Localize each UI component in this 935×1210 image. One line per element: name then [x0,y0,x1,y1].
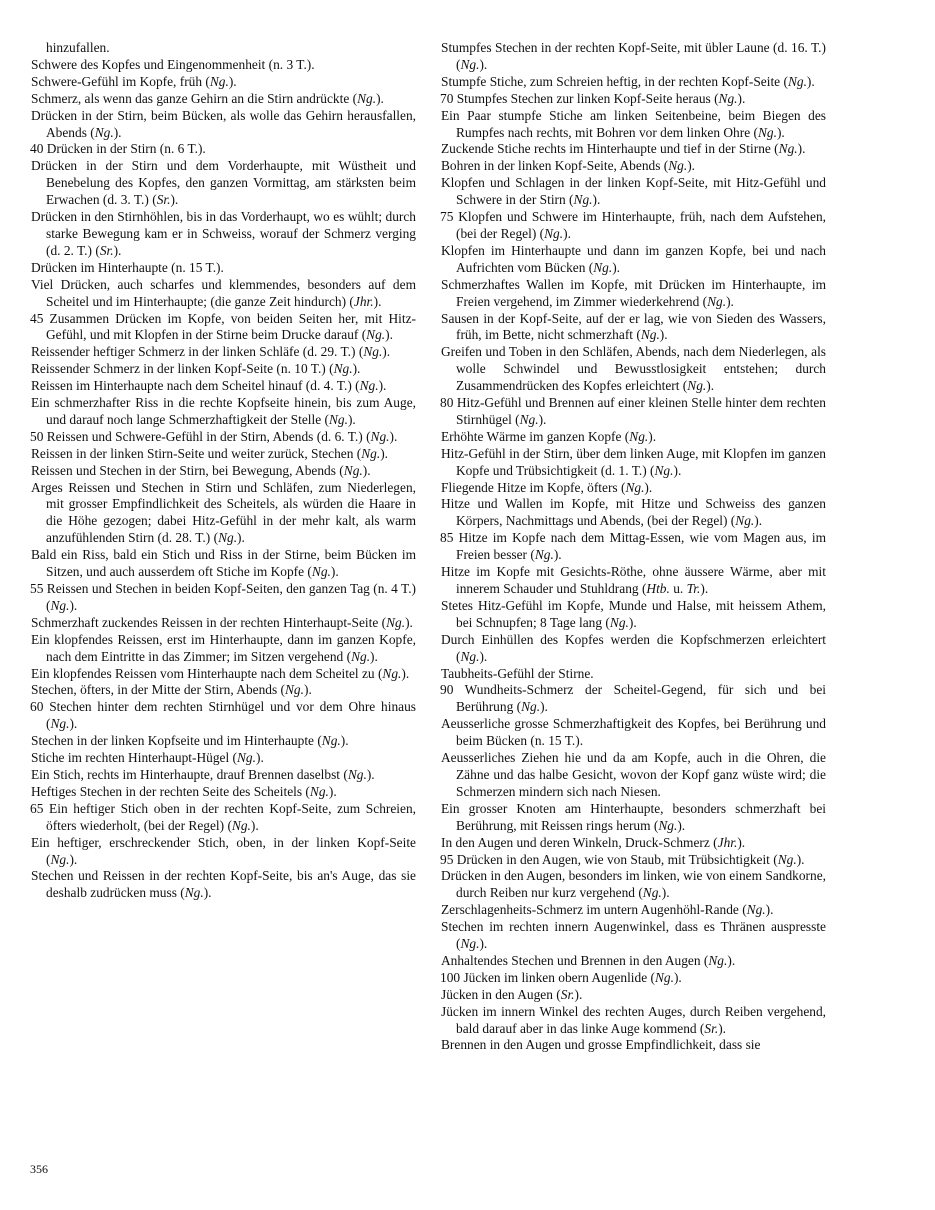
symptom-entry: Schwere-Gefühl im Kopfe, früh (Ng.). [31,73,237,89]
symptom-entry: Drücken in den Stirnhöhlen, bis in das Vorderhaupt, wo es wühlt; durch starke Bewegung kam er in Schweiss, worauf der Schmerz verging (d. 2. T.) (Sr.). [31,209,416,258]
symptom-entry: Drücken in den Augen, besonders im linken, wie von einem Sandkorne, durch Reiben nur kurz vergehend (Ng.). [441,868,826,901]
symptom-65: 65 Ein heftiger Stich oben in der rechten Kopf-Seite, zum Schreien, öfters wiederholt, (bei der Regel) (Ng.). [30,800,416,833]
symptom-entry: Brennen in den Augen und grosse Empfindlichkeit, dass sie [441,1037,761,1053]
symptom-entry: Arges Reissen und Stechen in Stirn und Schläfen, zum Niederlegen, mit grosser Empfindlichkeit des Scheitels, als würden die Haare in die Höhe gezogen; dabei Hitz-Gefühl in der mehr kalt, als warm anzufühlenden Stirn (d. 28. T.) (Ng.). [31,479,416,546]
symptom-entry: Stechen in der linken Kopfseite und im Hinterhaupte (Ng.). [31,733,349,749]
page-number: 356 [30,1162,48,1176]
symptom-entry: Ein schmerzhafter Riss in die rechte Kopfseite hinein, bis zum Auge, und darauf noch lange Schmerzhaftigkeit der Stelle (Ng.). [31,395,416,427]
symptom-45: 45 Zusammen Drücken im Kopfe, von beiden Seiten her, mit Hitz-Gefühl, und mit Klopfen in der Stirne beim Drucke darauf (Ng.). [30,310,416,343]
symptom-number: 50 [30,428,44,444]
symptom-entry: Stiche im rechten Hinterhaupt-Hügel (Ng.). [31,750,264,766]
symptom-entry: Stumpfe Stiche, zum Schreien heftig, in der rechten Kopf-Seite (Ng.). [441,73,815,89]
symptom-number: 100 [440,969,461,985]
symptom-entry: Fliegende Hitze im Kopfe, öfters (Ng.). [441,479,653,495]
symptom-entry: Reissender Schmerz in der linken Kopf-Seite (n. 10 T.) (Ng.). [31,361,361,377]
symptom-number: 75 [440,209,454,225]
symptom-entry: In den Augen und deren Winkeln, Druck-Schmerz (Jhr.). [441,834,746,850]
symptom-entry: Durch Einhüllen des Kopfes werden die Kopfschmerzen erleichtert (Ng.). [441,631,826,664]
symptom-60: 60 Stechen hinter dem rechten Stirnhügel und vor dem Ohre hinaus (Ng.). [30,699,416,732]
symptom-entry: Jücken in den Augen (Sr.). [441,986,583,1002]
right-column [440,40,826,1054]
symptom-entry: Reissen in der linken Stirn-Seite und weiter zurück, Stechen (Ng.). [31,445,389,461]
symptom-entry: Hitz-Gefühl in der Stirn, über dem linken Auge, mit Klopfen im ganzen Kopfe und Trübsichtigkeit (d. 1. T.) (Ng.). [441,445,826,478]
symptom-entry: Reissender heftiger Schmerz in der linken Schläfe (d. 29. T.) (Ng.). [31,344,391,360]
symptom-entry: Ein heftiger, erschreckender Stich, oben, in der linken Kopf-Seite (Ng.). [31,834,416,867]
symptom-50: 50 Reissen und Schwere-Gefühl in der Stirn, Abends (d. 6. T.) (Ng.). [30,428,398,444]
symptom-entry: Ein Stich, rechts im Hinterhaupte, drauf Brennen daselbst (Ng.). [31,766,375,782]
symptom-entry: Sausen in der Kopf-Seite, auf der er lag, wie von Sieden des Wassers, früh, im Bette, nicht schmerzhaft (Ng.). [441,310,826,343]
symptom-95: 95 Drücken in den Augen, wie von Staub, mit Trübsichtigkeit (Ng.). [440,851,805,867]
symptom-entry: Bald ein Riss, bald ein Stich und Riss in der Stirne, beim Bücken im Sitzen, und auch ausserdem oft Stiche im Kopfe (Ng.). [31,547,416,580]
symptom-entry: Ein grosser Knoten am Hinterhaupte, besonders schmerzhaft bei Berührung, mit Reissen rings herum (Ng.). [441,800,826,833]
symptom-entry: Taubheits-Gefühl der Stirne. [441,665,594,681]
symptom-90: 90 Wundheits-Schmerz der Scheitel-Gegend, für sich und bei Berührung (Ng.). [440,682,826,715]
symptom-number: 85 [440,530,454,546]
symptom-entry: hinzufallen. [46,40,110,55]
symptom-entry: Schmerzhaftes Wallen im Kopfe, mit Drücken im Hinterhaupte, im Freien vergehend, im Zimmer wiederkehrend (Ng.). [441,276,826,309]
symptom-80: 80 Hitz-Gefühl und Brennen auf einer kleinen Stelle hinter dem rechten Stirnhügel (Ng.). [440,395,826,427]
symptom-entry: Klopfen im Hinterhaupte und dann im ganzen Kopfe, bei und nach Aufrichten vom Bücken (Ng.). [441,242,826,275]
symptom-entry: Hitze im Kopfe mit Gesichts-Röthe, ohne äussere Wärme, aber mit innerem Schauder und Stuhldrang (Htb. u. Tr.). [441,564,826,596]
symptom-entry: Jücken im innern Winkel des rechten Auges, durch Reiben vergehend, bald darauf aber in das linke Auge kommend (Sr.). [441,1003,826,1036]
symptom-number: 40 [30,141,44,157]
symptom-entry: Drücken in der Stirn, beim Bücken, als wolle das Gehirn herausfallen, Abends (Ng.). [31,107,416,140]
symptom-100: 100 Jücken im linken obern Augenlide (Ng.). [440,969,682,985]
symptom-entry: Hitze und Wallen im Kopfe, mit Hitze und Schweiss des ganzen Körpers, Nachmittags und Abends, (bei der Regel) (Ng.). [441,496,826,529]
symptom-number: 95 [440,851,454,867]
symptom-entry: Zerschlagenheits-Schmerz im untern Augenhöhl-Rande (Ng.). [441,902,774,918]
symptom-entry: Erhöhte Wärme im ganzen Kopfe (Ng.). [441,428,657,444]
symptom-55: 55 Reissen und Stechen in beiden Kopf-Seiten, den ganzen Tag (n. 4 T.) (Ng.). [30,581,416,613]
symptom-number: 55 [30,581,44,596]
symptom-entry: Schmerz, als wenn das ganze Gehirn an die Stirn andrückte (Ng.). [31,90,384,106]
symptom-entry: Zuckende Stiche rechts im Hinterhaupte und tief in der Stirne (Ng.). [441,141,806,157]
symptom-entry: Aeusserliche grosse Schmerzhaftigkeit des Kopfes, bei Berührung und beim Bücken (n. 15 T.). [441,716,826,749]
symptom-entry: Viel Drücken, auch scharfes und klemmendes, besonders auf dem Scheitel und im Hinterhaupte; (die ganze Zeit hindurch) (Jhr.). [31,276,416,309]
symptom-entry: Ein klopfendes Reissen vom Hinterhaupte nach dem Scheitel zu (Ng.). [31,665,410,681]
symptom-entry: Bohren in der linken Kopf-Seite, Abends (Ng.). [441,158,696,174]
symptom-40: 40 Drücken in der Stirn (n. 6 T.). [30,141,206,157]
symptom-entry: Reissen und Stechen in der Stirn, bei Bewegung, Abends (Ng.). [31,462,371,478]
symptom-entry: Stetes Hitz-Gefühl im Kopfe, Munde und Halse, mit heissem Athem, bei Schnupfen; 8 Tage lang (Ng.). [441,597,826,630]
symptom-entry: Schwere des Kopfes und Eingenommenheit (n. 3 T.). [31,56,315,72]
symptom-number: 65 [30,800,44,816]
symptom-entry: Stumpfes Stechen in der rechten Kopf-Seite, mit übler Laune (d. 16. T.) (Ng.). [441,40,826,72]
symptom-number: 60 [30,699,44,715]
symptom-85: 85 Hitze im Kopfe nach dem Mittag-Essen, wie vom Magen aus, im Freien besser (Ng.). [440,530,826,563]
symptom-entry: Ein Paar stumpfe Stiche am linken Seitenbeine, beim Biegen des Rumpfes nach rechts, mit Bohren vor dem linken Ohre (Ng.). [441,107,826,140]
symptom-entry: Reissen im Hinterhaupte nach dem Scheitel hinauf (d. 4. T.) (Ng.). [31,378,387,394]
symptom-entry: Stechen und Reissen in der rechten Kopf-Seite, bis an's Auge, das sie deshalb zudrücken muss (Ng.). [31,868,416,901]
symptom-entry: Heftiges Stechen in der rechten Seite des Scheitels (Ng.). [31,783,337,799]
symptom-number: 45 [30,310,44,326]
symptom-entry: Schmerzhaft zuckendes Reissen in der rechten Hinterhaupt-Seite (Ng.). [31,614,413,630]
symptom-entry: Ein klopfendes Reissen, erst im Hinterhaupte, dann im ganzen Kopfe, nach dem Eintritte in das Zimmer; im Sitzen vergehend (Ng.). [31,631,416,664]
left-column [30,40,416,902]
symptom-entry: Stechen im rechten innern Augenwinkel, dass es Thränen auspresste (Ng.). [441,919,826,952]
symptom-entry: Drücken im Hinterhaupte (n. 15 T.). [31,259,224,275]
symptom-entry: Klopfen und Schlagen in der linken Kopf-Seite, mit Hitz-Gefühl und Schwere in der Stirn (Ng.). [441,175,826,208]
symptom-entry: Stechen, öfters, in der Mitte der Stirn, Abends (Ng.). [31,682,312,698]
symptom-number: 70 [440,90,454,106]
symptom-entry: Drücken in der Stirn und dem Vorderhaupte, mit Wüstheit und Benebelung des Kopfes, den ganzen Vormittag, am stärksten beim Erwachen (d. 3. T.) (Sr.). [31,158,416,208]
symptom-number: 90 [440,682,454,698]
symptom-75: 75 Klopfen und Schwere im Hinterhaupte, früh, nach dem Aufstehen, (bei der Regel) (Ng.). [440,209,826,241]
symptom-70: 70 Stumpfes Stechen zur linken Kopf-Seite heraus (Ng.). [440,90,746,106]
symptom-entry: Aeusserliches Ziehen hie und da am Kopfe, auch in die Ohren, die Zähne und das halbe Gesicht, wovon der Kopf ganz wüste wird; die Schmerzen mindern sich nach Niesen. [441,750,826,799]
symptom-number: 80 [440,395,454,411]
symptom-entry: Greifen und Toben in den Schläfen, Abends, nach dem Niederlegen, als wolle Schwindel und Bewusstlosigkeit entstehen; durch Zusammendrücken des Kopfes erleichtert (Ng.). [441,344,826,394]
symptom-entry: Anhaltendes Stechen und Brennen in den Augen (Ng.). [441,952,736,968]
